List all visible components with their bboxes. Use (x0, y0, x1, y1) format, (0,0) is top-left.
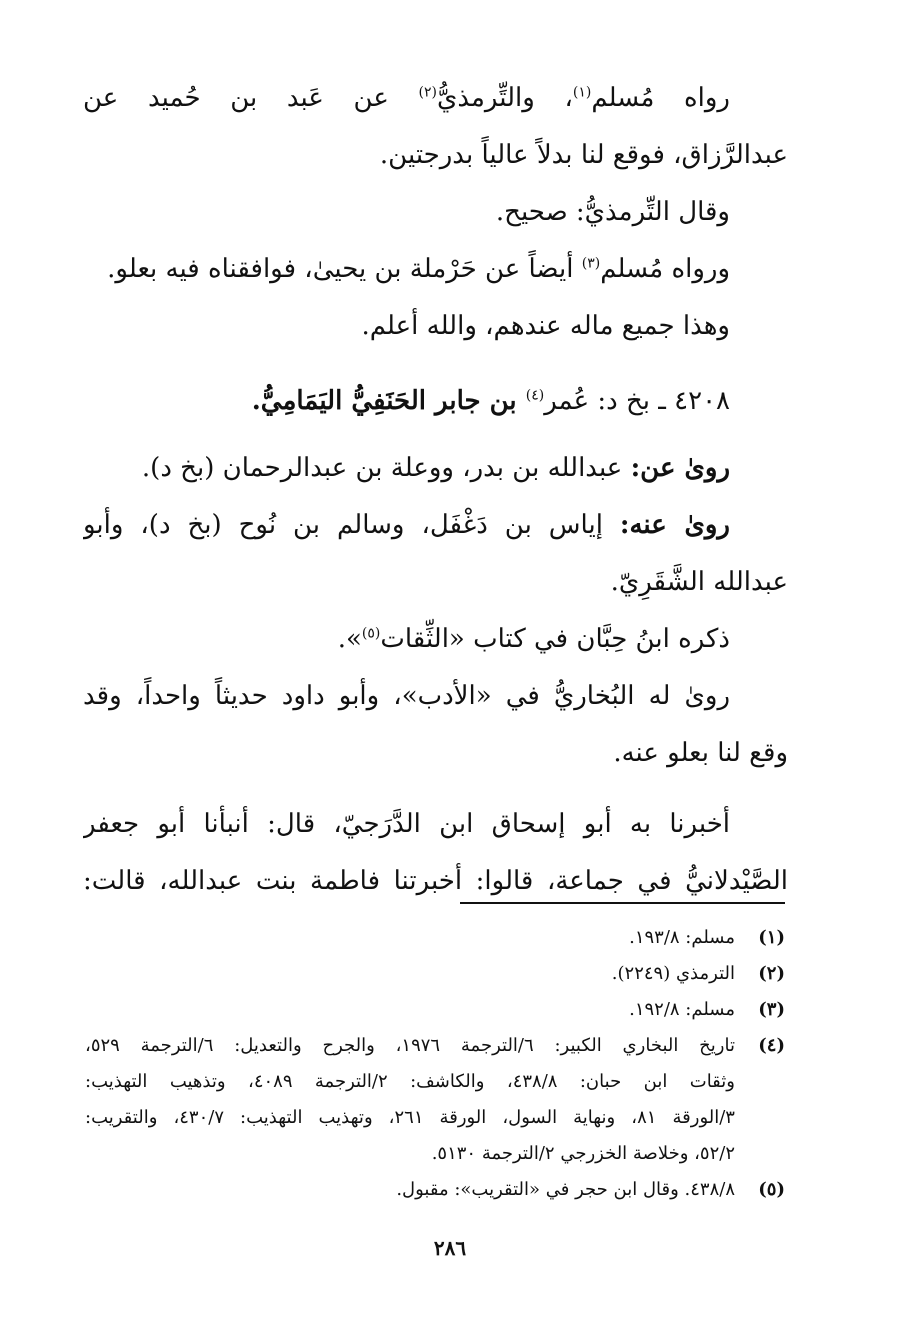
text-run: عن عَبد بن حُميد عن (83, 83, 419, 113)
text-run: الصَّيْدلانيُّ في جماعة، قالوا: أخبرتنا فاطمة بنت عبدالله، قالت: (83, 866, 788, 896)
footnote (85, 1028, 785, 1172)
footnote-number: (٢) (758, 963, 785, 984)
text-run: ، والتِّرمذيُّ (437, 83, 573, 113)
footnote-line: ٥٢/٢، وخلاصة الخزرجي ٢/الترجمة ٥١٣٠. (431, 1143, 735, 1164)
text-run: عبدالله بن بدر، ووعلة بن عبدالرحمان (بخ د). (141, 453, 631, 483)
text-run: ٤٢٠٨ ـ بخ د: عُمر (544, 386, 730, 416)
footnote-body (85, 1028, 735, 1172)
text-run: بن جابر الحَنَفِيُّ اليَمَامِيُّ. (251, 386, 526, 416)
text-line (83, 184, 788, 241)
text-run: ». (337, 624, 362, 654)
text-line (83, 796, 788, 853)
footnote-body (85, 956, 735, 992)
text-run: ورواه مُسلم (600, 254, 730, 284)
text-line (83, 440, 788, 497)
footnote-reference: (٥) (361, 625, 381, 642)
footnote-body (85, 920, 735, 956)
footnote (85, 920, 785, 956)
page-number: ٢٨٦ (433, 1236, 467, 1260)
text-run: وقع لنا بعلو عنه. (613, 738, 788, 768)
footnote-reference: (٤) (525, 387, 545, 404)
text-run: إياس بن دَغْفَل، وسالم بن نُوح (بخ د)، وأبو (83, 510, 620, 540)
text-run: أخبرنا به أبو إسحاق ابن الدَّرَجيّ، قال: أنبأنا أبو جعفر (83, 809, 730, 839)
footnote-line: مسلم: ١٩٢/٨. (629, 999, 735, 1020)
text-line (83, 554, 788, 611)
text-line (83, 298, 788, 355)
footnote (85, 992, 785, 1028)
footnote-number: (٤) (758, 1035, 785, 1056)
text-line (83, 127, 788, 184)
text-run: وقال التِّرمذيُّ: صحيح. (495, 197, 730, 227)
text-line (83, 497, 788, 554)
footnote-line: وثقات ابن حبان: ٤٣٨/٨، والكاشف: ٢/الترجمة ٤٠٨٩، وتذهيب التهذيب: (85, 1071, 735, 1092)
text-line (83, 241, 788, 298)
text-run: روىٰ عن: (630, 453, 730, 483)
footnote-number: (٣) (758, 999, 785, 1020)
text-run: روىٰ له البُخاريُّ في «الأدب»، وأبو داود حديثاً واحداً، وقد (83, 681, 730, 711)
footnote-line: ٤٣٨/٨. وقال ابن حجر في «التقريب»: مقبول. (396, 1179, 735, 1200)
text-run: ذكره ابنُ حِبَّان في كتاب «الثِّقات (380, 624, 730, 654)
text-run: عبدالله الشَّقَرِيّ. (610, 567, 788, 597)
text-run: رواه مُسلم (591, 83, 730, 113)
footnotes (85, 920, 785, 1208)
text-line (83, 611, 788, 668)
footnote-body (85, 1172, 735, 1208)
footnote-number: (١) (758, 927, 785, 948)
text-run: روىٰ عنه: (619, 510, 730, 540)
main-text (83, 70, 788, 910)
footnote-line: الترمذي (٢٢٤٩). (611, 963, 735, 984)
footnote-number: (٥) (758, 1179, 785, 1200)
text-run: أيضاً عن حَرْملة بن يحيىٰ، فوافقناه فيه بعلو. (107, 254, 582, 284)
footnote-line: مسلم: ١٩٣/٨. (629, 927, 735, 948)
footnote-reference: (٣) (581, 255, 601, 272)
footnote-reference: (٢) (418, 84, 437, 101)
footnote (85, 956, 785, 992)
footnote-body (85, 992, 735, 1028)
text-run: عبدالرَّزاق، فوقع لنا بدلاً عالياً بدرجتين. (379, 140, 788, 170)
footnote-reference: (١) (572, 84, 592, 101)
footnote-line: تاريخ البخاري الكبير: ٦/الترجمة ١٩٧٦، والجرح والتعديل: ٦/الترجمة ٥٢٩، (85, 1035, 735, 1056)
text-run: وهذا جميع ماله عندهم، والله أعلم. (361, 311, 730, 341)
footnote-separator (460, 902, 785, 904)
footnote (85, 1172, 785, 1208)
text-line (83, 373, 788, 430)
text-line (83, 70, 788, 127)
text-line (83, 725, 788, 782)
footnote-line: ٣/الورقة ٨١، ونهاية السول، الورقة ٢٦١، وتهذيب التهذيب: ٤٣٠/٧، والتقريب: (85, 1107, 735, 1128)
text-line (83, 668, 788, 725)
